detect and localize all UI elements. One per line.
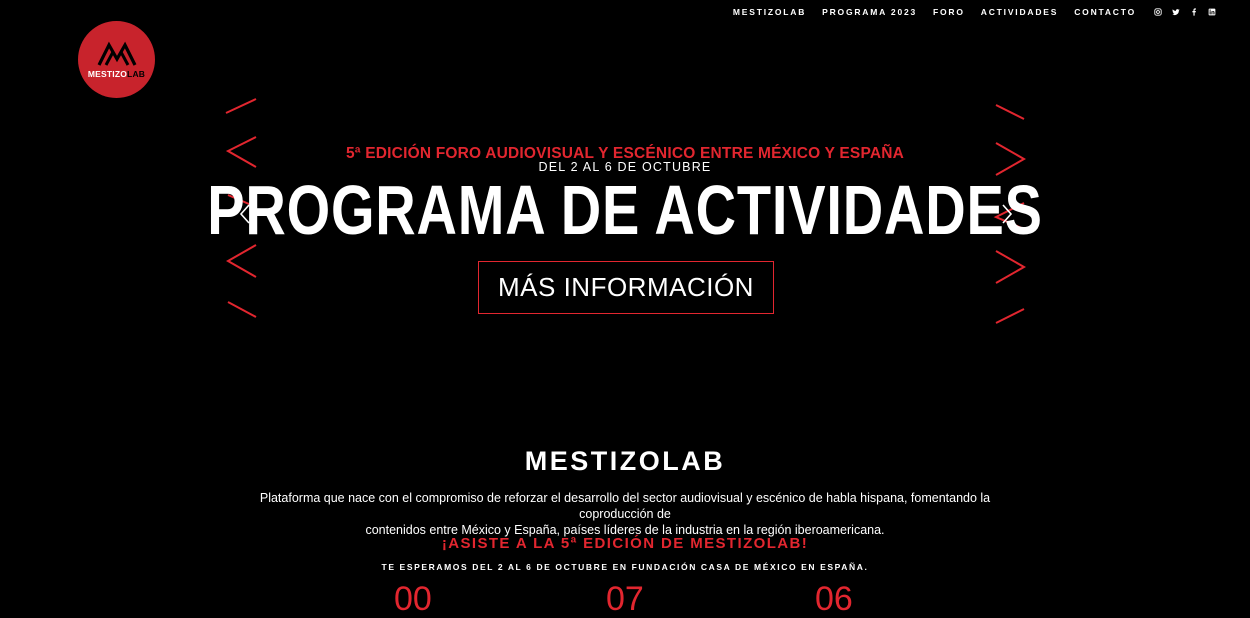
more-info-button[interactable]: MÁS INFORMACIÓN <box>478 261 774 314</box>
about-description <box>240 490 1010 538</box>
hero-title: PROGRAMA DE ACTIVIDADES <box>207 171 1043 249</box>
countdown-hours: 07 <box>606 580 644 618</box>
about-description-line-2: contenidos entre México y España, países líderes de la industria en la región iberoamericana. <box>365 523 885 537</box>
nav-link-programa[interactable]: PROGRAMA 2023 <box>822 7 918 17</box>
attend-cta: ¡ASISTE A LA 5ª EDICIÓN DE MESTIZOLAB! <box>441 535 809 552</box>
linkedin-icon[interactable] <box>1208 8 1216 16</box>
logo-text <box>88 69 145 79</box>
nav-link-mestizolab[interactable]: MESTIZOLAB <box>732 7 807 17</box>
instagram-icon[interactable] <box>1154 8 1162 16</box>
facebook-icon[interactable] <box>1190 8 1198 16</box>
hero-date: DEL 2 AL 6 DE OCTUBRE <box>538 160 712 174</box>
logo-text-mestizo: MESTIZO <box>87 68 128 79</box>
mestizolab-logo[interactable] <box>78 21 155 98</box>
nav-links <box>733 7 1136 17</box>
hero-subtitle: 5ª EDICIÓN FORO AUDIOVISUAL Y ESCÉNICO ENTRE MÉXICO Y ESPAÑA <box>345 145 905 162</box>
about-title: MESTIZOLAB <box>524 446 726 476</box>
countdown <box>0 580 1250 618</box>
nav-link-contacto[interactable]: CONTACTO <box>1074 7 1136 17</box>
nav-link-actividades[interactable]: ACTIVIDADES <box>980 7 1059 17</box>
countdown-minutes: 06 <box>815 580 853 618</box>
logo-mark-icon <box>97 41 137 67</box>
social-links <box>1154 8 1216 16</box>
event-info: TE ESPERAMOS DEL 2 AL 6 DE OCTUBRE EN FUNDACIÓN CASA DE MÉXICO EN ESPAÑA. <box>381 562 869 572</box>
logo-text-lab: LAB <box>127 68 146 79</box>
countdown-days: 00 <box>394 580 432 618</box>
about-description-line-1: Plataforma que nace con el compromiso de reforzar el desarrollo del sector audiovisual y escénico de habla hispana, fomentando la coproducción de <box>259 491 991 521</box>
top-nav <box>733 7 1216 17</box>
nav-link-foro[interactable]: FORO <box>933 7 965 17</box>
twitter-icon[interactable] <box>1172 8 1180 16</box>
